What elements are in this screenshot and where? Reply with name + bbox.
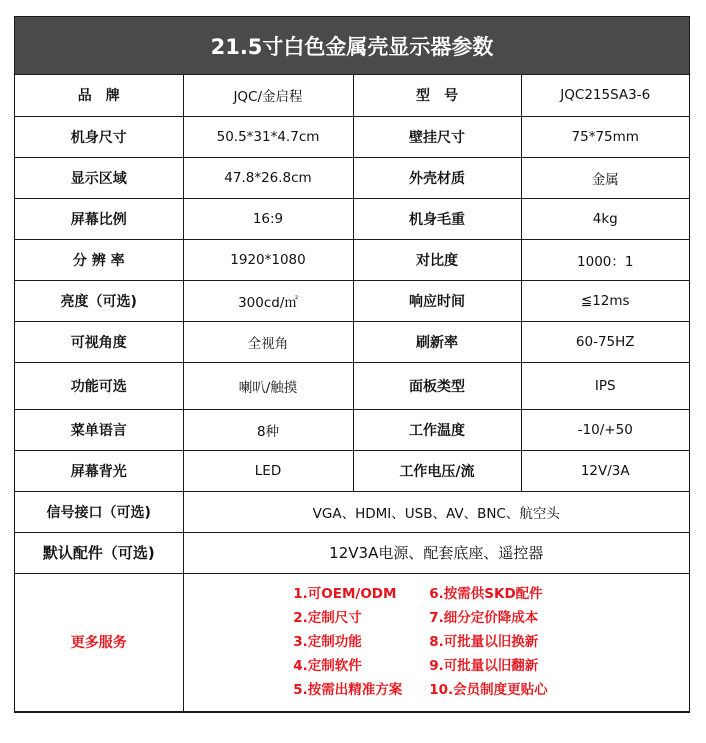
spec-label: 面板类型 [353,362,521,409]
spec-value: 47.8*26.8cm [183,157,353,198]
spec-label: 型 号 [353,75,521,116]
spec-table-footer [15,491,689,711]
services-cell [183,573,689,711]
spec-value: 喇叭/触摸 [183,362,353,409]
service-item: 1.可OEM/ODM [293,586,397,602]
spec-label: 可视角度 [15,321,183,362]
spec-value: 1920*1080 [183,239,353,280]
signal-value: VGA、HDMI、USB、AV、BNC、航空头 [183,491,689,532]
spec-label: 菜单语言 [15,409,183,450]
spec-label: 工作温度 [353,409,521,450]
spec-value: JQC/金启程 [183,75,353,116]
service-item: 4.定制软件 [293,658,362,674]
service-item: 2.定制尺寸 [293,610,362,626]
spec-row [15,157,689,198]
spec-row [15,321,689,362]
signal-row [15,491,689,532]
service-item: 3.定制功能 [293,634,362,650]
spec-value: 16:9 [183,198,353,239]
spec-value: 60-75HZ [521,321,689,362]
spec-sheet [14,16,690,713]
spec-value: 1000：1 [521,239,689,280]
spec-row [15,198,689,239]
spec-label: 对比度 [353,239,521,280]
spec-label: 分 辨 率 [15,239,183,280]
spec-value: 75*75mm [521,116,689,157]
accessories-row [15,532,689,573]
spec-value: -10/+50 [521,409,689,450]
spec-row [15,239,689,280]
spec-label: 刷新率 [353,321,521,362]
spec-label: 屏幕比例 [15,198,183,239]
spec-value: 12V/3A [521,450,689,491]
spec-value: 金属 [521,157,689,198]
spec-label: 亮度（可选) [15,280,183,321]
spec-row [15,280,689,321]
spec-value: 50.5*31*4.7cm [183,116,353,157]
spec-label: 壁挂尺寸 [353,116,521,157]
spec-label: 功能可选 [15,362,183,409]
spec-label: 屏幕背光 [15,450,183,491]
spec-row [15,75,689,116]
spec-label: 机身毛重 [353,198,521,239]
accessories-label: 默认配件（可选) [15,532,183,573]
services-right-column [429,582,619,702]
services-label: 更多服务 [15,573,183,711]
signal-label: 信号接口（可选) [15,491,183,532]
spec-value: 8种 [183,409,353,450]
spec-label: 工作电压/流 [353,450,521,491]
service-item: 6.按需供SKD配件 [429,586,543,602]
spec-label: 品 牌 [15,75,183,116]
sheet-title: 21.5寸白色金属壳显示器参数 [15,17,689,75]
spec-row [15,450,689,491]
accessories-value: 12V3A电源、配套底座、遥控器 [183,532,689,573]
spec-value: IPS [521,362,689,409]
spec-value: 300cd/㎡ [183,280,353,321]
spec-value: LED [183,450,353,491]
spec-row [15,409,689,450]
spec-table [15,75,689,712]
spec-value: JQC215SA3-6 [521,75,689,116]
spec-value: 4kg [521,198,689,239]
service-item: 10.会员制度更贴心 [429,682,548,698]
service-item: 7.细分定价降成本 [429,610,539,626]
spec-row [15,116,689,157]
spec-label: 机身尺寸 [15,116,183,157]
service-item: 5.按需出精准方案 [293,682,403,698]
spec-table-body [15,75,689,491]
services-left-column [253,582,429,702]
spec-label: 显示区域 [15,157,183,198]
spec-label: 响应时间 [353,280,521,321]
services-row [15,573,689,711]
service-item: 8.可批量以旧换新 [429,634,539,650]
spec-value: ≦12ms [521,280,689,321]
spec-label: 外壳材质 [353,157,521,198]
spec-value: 全视角 [183,321,353,362]
service-item: 9.可批量以旧翻新 [429,658,539,674]
spec-row [15,362,689,409]
